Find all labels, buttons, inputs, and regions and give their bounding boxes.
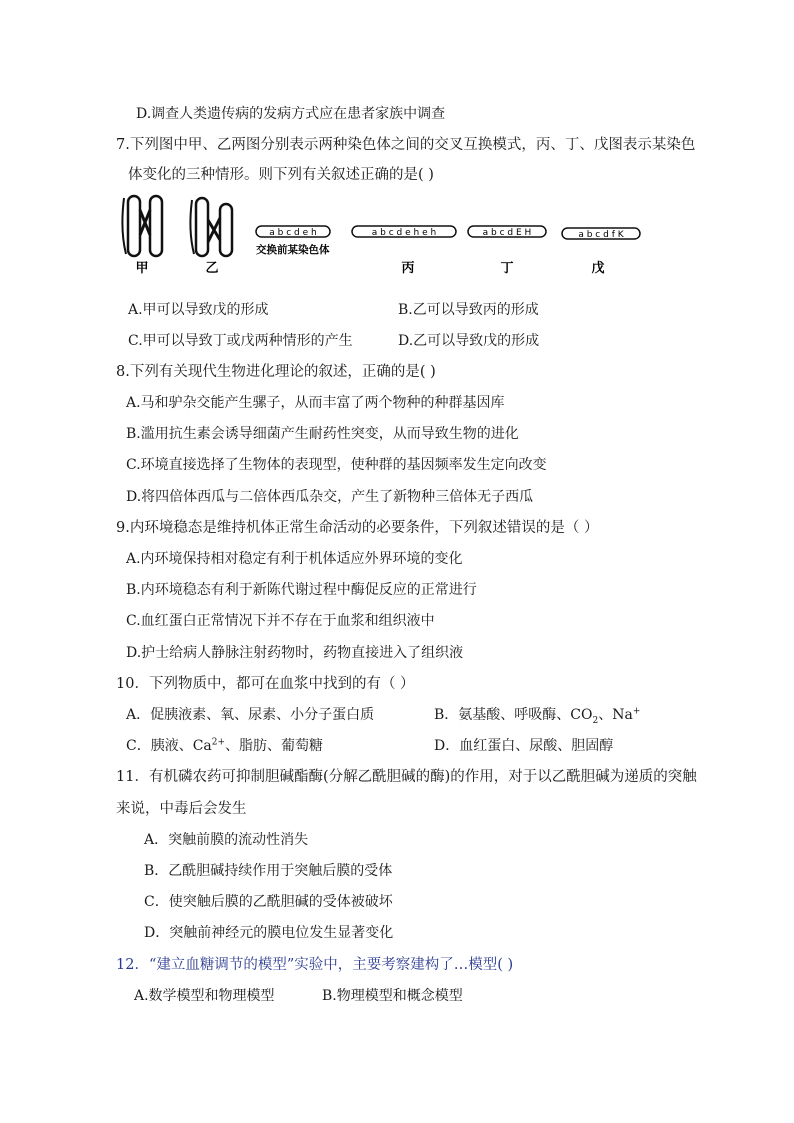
q12-option-b: B.物理模型和概念模型 [322, 988, 463, 1004]
q8-option-a: A.马和驴杂交能产生骡子，从而丰富了两个物种的种群基因库 [126, 395, 505, 411]
q10-stem: 10．下列物质中，都可在血浆中找到的有（ ） [116, 676, 415, 692]
label-wu: 戊 [591, 261, 605, 276]
figure-yi-chromosomes [190, 198, 232, 256]
q9-option-a: A.内环境保持相对稳定有利于机体适应外界环境的变化 [126, 551, 463, 567]
q9-option-d: D.护士给病人静脉注射药物时，药物直接进入了组织液 [126, 645, 464, 661]
q11-option-c: C．使突触后膜的乙酰胆碱的受体被破坏 [144, 894, 393, 910]
q9-option-c: C.血红蛋白正常情况下并不存在于血浆和组织液中 [126, 613, 435, 629]
q11-option-d: D．突触前神经元的膜电位发生显著变化 [144, 925, 394, 941]
q12-stem: 12．“建立血糖调节的模型”实验中，主要考察建构了…模型( ) [116, 957, 514, 973]
q7-option-d: D.乙可以导致戊的形成 [398, 333, 540, 349]
ding-genes: a b c d E H [482, 228, 532, 238]
figure-ding-chromosome [468, 226, 546, 238]
q10-option-c: C．胰液、$Ca^{2+}$、脂肪、葡萄糖 [126, 737, 324, 754]
q8-option-d: D.将四倍体西瓜与二倍体西瓜杂交，产生了新物种三倍体无子西瓜 [126, 489, 534, 505]
q11-option-a: A．突触前膜的流动性消失 [144, 832, 309, 848]
q8-option-b: B.滥用抗生素会诱导细菌产生耐药性突变，从而导致生物的进化 [126, 426, 519, 442]
label-bing: 丙 [401, 261, 415, 276]
q8-option-c: C.环境直接选择了生物体的表现型，使种群的基因频率发生定向改变 [126, 457, 547, 473]
figure-bing-chromosome [352, 226, 456, 238]
before-genes: a b c d e h [269, 228, 317, 238]
q7-option-c: C.甲可以导致丁或戊两种情形的产生 [128, 333, 353, 349]
q7-option-b: B.乙可以导致丙的形成 [398, 302, 539, 318]
q7-stem-line2: 体变化的三种情形。则下列有关叙述正确的是( ) [128, 167, 434, 183]
figure-before-chromosome [256, 226, 330, 238]
figure-wu-chromosome [562, 228, 640, 240]
q10-option-a: A．促胰液素、氧、尿素、小分子蛋白质 [126, 707, 375, 723]
wu-genes: a b c d f K [578, 230, 624, 240]
q11-option-b: B．乙酰胆碱持续作用于突触后膜的受体 [144, 863, 393, 879]
q12-option-a: A.数学模型和物理模型 [134, 988, 275, 1004]
figure-jia-chromosomes [122, 196, 162, 256]
q6-option-d: D.调查人类遗传病的发病方式应在患者家族中调查 [136, 106, 446, 122]
q8-stem: 8.下列有关现代生物进化理论的叙述，正确的是( ) [116, 364, 436, 380]
bing-genes: a b c d e h e h [371, 228, 437, 238]
q11-stem-line2: 来说，中毒后会发生 [116, 801, 247, 817]
q9-stem: 9.内环境稳态是维持机体正常生命活动的必要条件，下列叙述错误的是（ ） [116, 520, 599, 536]
chromosome-figure [120, 190, 660, 280]
label-yi: 乙 [205, 261, 219, 276]
caption-before-exchange: 交换前某染色体 [256, 244, 330, 256]
q9-option-b: B.内环境稳态有利于新陈代谢过程中酶促反应的正常进行 [126, 582, 477, 598]
label-jia: 甲 [135, 261, 149, 276]
q7-stem-line1: 7.下列图中甲、乙两图分别表示两种染色体之间的交叉互换模式，丙、丁、戊图表示某染色 [116, 137, 696, 153]
label-ding: 丁 [500, 261, 514, 276]
q10-option-b: B．氨基酸、呼吸酶、$CO_2$、Na+ [434, 706, 641, 726]
q10-option-d: D．血红蛋白、尿酸、胆固醇 [434, 738, 614, 754]
q7-option-a: A.甲可以导致戊的形成 [128, 302, 269, 318]
q11-stem-line1: 11．有机磷农药可抑制胆碱酯酶(分解乙酰胆碱的酶)的作用，对于以乙酰胆碱为递质的突触 [116, 769, 697, 785]
